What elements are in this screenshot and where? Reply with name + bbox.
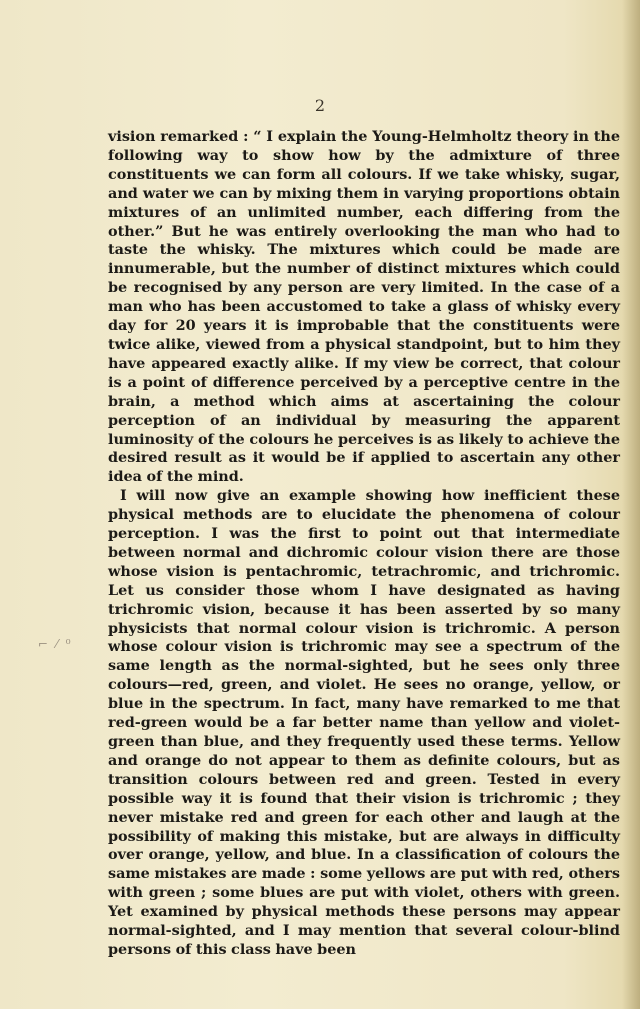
page-number: 2: [314, 96, 326, 115]
page-edge-shadow: [622, 0, 640, 1009]
paragraph-2: I will now give an example showing how inefficient these physical methods are to elucidate the phenomena of colour perception. I was the first to point out that intermediate between normal and dichromic colour vision there are those whose vision is pentachromic, tetrachromic, and trichromic. Let us consider those whom I have designated as having trichromic vision, because it has been asserted by so many physicists that normal colour vision is trichromic. A person whose colour vision is trichromic may see a spectrum of the same length as the normal-sighted, but he sees only three colours—red, green, and violet. He sees no orange, yellow, or blue in the spectrum. In fact, many have remarked to me that red-green would be a far better name than yellow and violet-green than blue, and they frequently used these terms. Yellow and orange do not appear to them as definite colours, but as transition colours between red and green. Tested in every possible way it is found that their vision is trichromic ; they never mistake red and green for each other and laugh at the possibility of making this mistake, but are always in difficulty over orange, yellow, and blue. In a classification of colours the same mistakes are made : some yellows are put with red, others with green ; some blues are put with violet, others with green. Yet examined by physical methods these persons may appear normal-sighted, and I may mention that several colour-blind persons of this class have been: [108, 487, 620, 958]
body-text: [108, 128, 620, 960]
paragraph-1: vision remarked : “ I explain the Young-Helmholtz theory in the following way to show how by the admixture of three constituents we can form all colours. If we take whisky, sugar, and water we can by mixing them in varying proportions obtain mixtures of an unlimited number, each differing from the other.” But he was entirely overlooking the man who had to taste the whisky. The mixtures which could be made are innumerable, but the number of distinct mixtures which could be recognised by any person are very limited. In the case of a man who has been accustomed to take a glass of whisky every day for 20 years it is improbable that the constituents were twice alike, viewed from a physical standpoint, but to him they have appeared exactly alike. If my view be correct, that colour is a point of difference perceived by a perceptive centre in the brain, a method which aims at ascertaining the colour perception of an individual by measuring the apparent luminosity of the colours he perceives is as likely to achieve the desired result as it would be if applied to ascertain any other idea of the mind.: [108, 128, 620, 486]
margin-pencil-mark: ⌐ ⁄ ⁰: [38, 637, 73, 651]
